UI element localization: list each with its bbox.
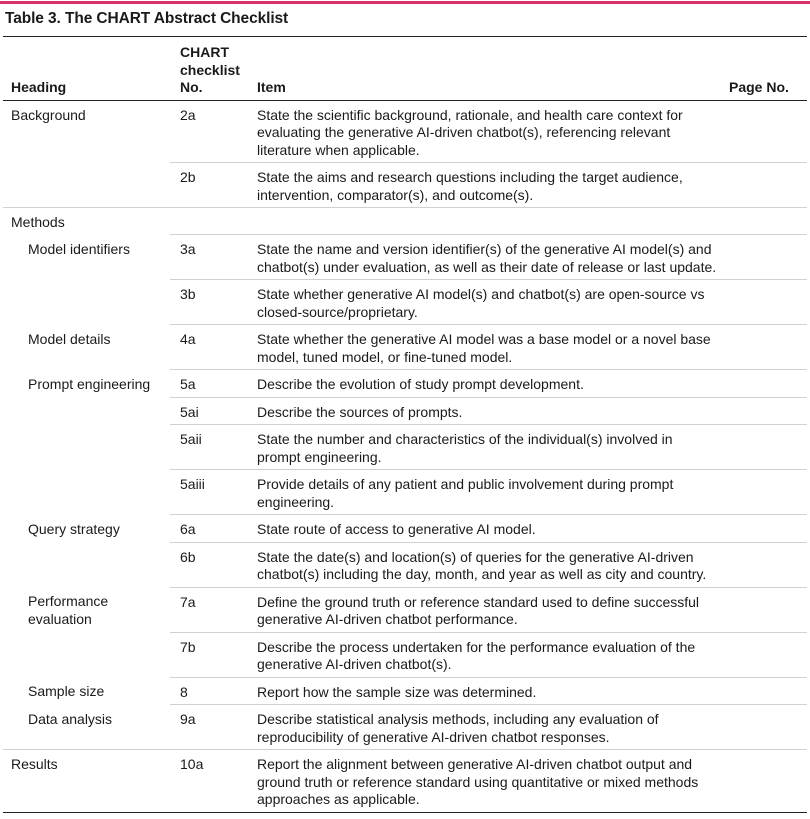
row-checklist-no: 5aiii: [170, 470, 249, 515]
row-item: State the date(s) and location(s) of queries for the generative AI-driven chatbot(s) including the day, month, and year as well as city and country.: [249, 542, 721, 587]
table-row: [3, 515, 807, 543]
column-header-no-label: CHART checklist No.: [180, 44, 240, 95]
row-item: State whether the generative AI model was a base model or a novel base model, tuned model, or fine-tuned model.: [249, 325, 721, 370]
row-checklist-no: 8: [170, 677, 249, 705]
table-row: [3, 750, 807, 813]
table-row: [3, 397, 807, 425]
row-checklist-no: 5ai: [170, 397, 249, 425]
checklist-table: [3, 44, 807, 813]
row-heading: [3, 542, 170, 587]
table-row: [3, 677, 807, 705]
row-checklist-no: 6b: [170, 542, 249, 587]
row-item: Describe statistical analysis methods, including any evaluation of reproducibility of generative AI-driven chatbot responses.: [249, 705, 721, 750]
row-heading: Results: [3, 750, 170, 813]
row-item: State the aims and research questions including the target audience, intervention, comparator(s), and outcome(s).: [249, 163, 721, 208]
row-page-no: [721, 397, 807, 425]
row-checklist-no: 9a: [170, 705, 249, 750]
table-row: [3, 325, 807, 370]
row-checklist-no: 4a: [170, 325, 249, 370]
row-heading: Performance evaluation: [28, 593, 109, 627]
row-page-no: [721, 587, 807, 632]
row-heading: Data analysis: [28, 710, 113, 727]
row-checklist-no: 2b: [170, 163, 249, 208]
row-page-no: [721, 425, 807, 470]
row-page-no: [721, 100, 807, 163]
row-page-no: [721, 750, 807, 813]
table-row: [3, 542, 807, 587]
row-checklist-no: 2a: [180, 106, 196, 123]
row-checklist-no: 3b: [170, 280, 249, 325]
table-row: [3, 280, 807, 325]
table-row: [3, 208, 807, 235]
row-checklist-no: 5a: [170, 370, 249, 398]
row-page-no: [721, 163, 807, 208]
row-checklist-no: 10a: [170, 750, 249, 813]
row-heading: [3, 425, 170, 470]
row-heading: [3, 163, 170, 208]
row-page-no: [721, 280, 807, 325]
row-checklist-no: 3a: [170, 235, 249, 280]
accent-rule: [0, 1, 810, 4]
row-heading: Sample size: [28, 683, 105, 699]
row-heading: Prompt engineering: [28, 375, 151, 392]
row-item: Describe the process undertaken for the performance evaluation of the generative AI-driven chatbot(s).: [249, 632, 721, 677]
column-header-item: Item: [249, 44, 721, 100]
row-heading: [3, 280, 170, 325]
row-page-no: [721, 370, 807, 398]
row-page-no: [721, 208, 807, 235]
table-row: [3, 425, 807, 470]
row-heading: Methods: [3, 208, 170, 235]
table-row: [3, 705, 807, 750]
row-item: State the number and characteristics of the individual(s) involved in prompt engineering.: [249, 425, 721, 470]
row-item: State whether generative AI model(s) and chatbot(s) are open-source vs closed-source/proprietary.: [249, 280, 721, 325]
row-page-no: [721, 235, 807, 280]
row-heading: [3, 470, 170, 515]
table-row: [3, 235, 807, 280]
row-page-no: [721, 325, 807, 370]
row-heading: Query strategy: [28, 520, 120, 537]
row-checklist-no: 5aii: [170, 425, 249, 470]
row-item: State the name and version identifier(s) of the generative AI model(s) and chatbot(s) under evaluation, as well as their date of release or last update.: [249, 235, 721, 280]
row-page-no: [721, 632, 807, 677]
row-checklist-no: 7a: [170, 587, 249, 632]
row-item: Describe the evolution of study prompt development.: [249, 370, 721, 398]
table-row: [3, 470, 807, 515]
row-item: State the scientific background, rationale, and health care context for evaluating the generative AI-driven chatbot(s), referencing relevant literature when applicable.: [257, 106, 683, 158]
row-heading: Background: [11, 106, 86, 123]
row-item: Describe the sources of prompts.: [249, 397, 721, 425]
row-page-no: [721, 515, 807, 543]
row-page-no: [721, 677, 807, 705]
row-item: Provide details of any patient and public involvement during prompt engineering.: [249, 470, 721, 515]
row-item: Report the alignment between generative AI-driven chatbot output and ground truth or reference standard using quantitative or mixed methods approaches as applicable.: [249, 750, 721, 813]
row-item: State route of access to generative AI model.: [249, 515, 721, 543]
row-checklist-no: 6a: [170, 515, 249, 543]
header-row: [3, 44, 807, 100]
row-checklist-no: [170, 208, 249, 235]
row-checklist-no: 7b: [170, 632, 249, 677]
column-header-no: [170, 44, 249, 100]
row-heading: [3, 397, 170, 425]
table-row: [3, 587, 807, 632]
row-page-no: [721, 705, 807, 750]
table-row: [3, 163, 807, 208]
row-item: Define the ground truth or reference standard used to define successful generative AI-driven chatbot performance.: [249, 587, 721, 632]
table-row: [3, 370, 807, 398]
row-heading: Model identifiers: [28, 240, 130, 257]
row-item: Report how the sample size was determined.: [249, 677, 721, 705]
caption-divider: [3, 36, 807, 37]
row-heading: [3, 632, 170, 677]
table-row: [3, 632, 807, 677]
column-header-page: Page No.: [721, 44, 807, 100]
column-header-heading: Heading: [3, 44, 170, 100]
table-caption: Table 3. The CHART Abstract Checklist: [5, 10, 289, 27]
table-row: [3, 100, 807, 163]
row-heading: Model details: [28, 330, 111, 347]
row-page-no: [721, 470, 807, 515]
row-page-no: [721, 542, 807, 587]
table-body: [3, 100, 807, 812]
row-item: [249, 208, 721, 235]
